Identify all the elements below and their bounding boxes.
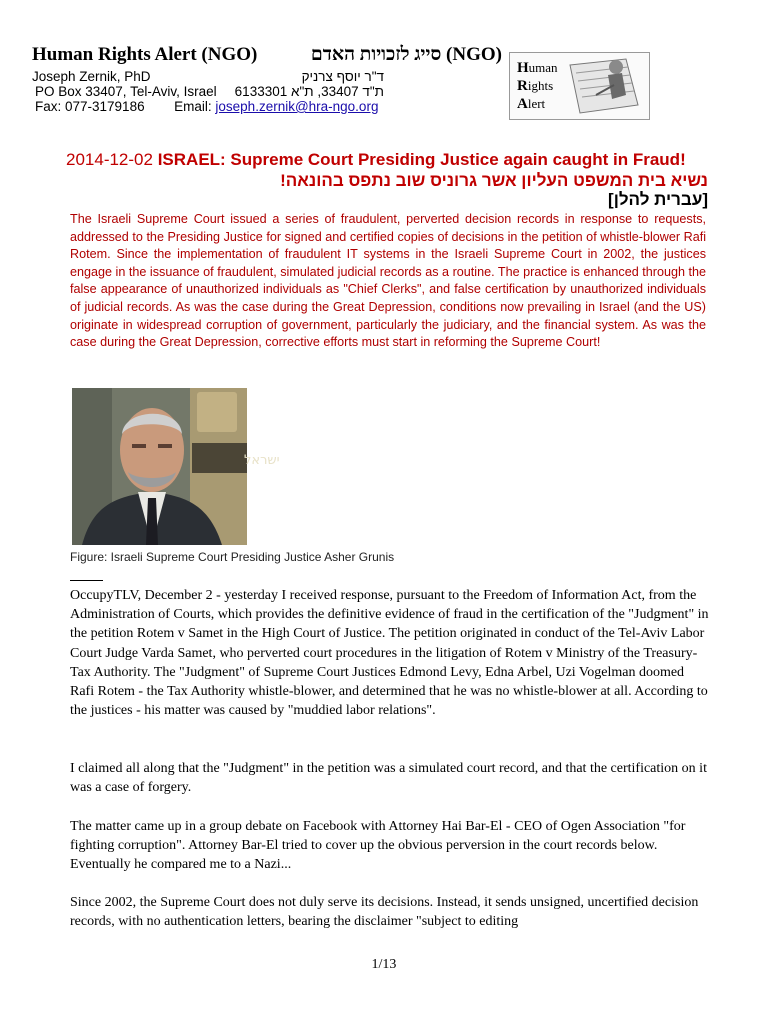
background-sign-text: ישראל: [244, 453, 280, 468]
contact-name-hebrew: ד"ר יוסף צרניק: [301, 69, 384, 84]
contact-address-row: [32, 84, 384, 99]
headline-date: 2014-12-02: [66, 150, 153, 169]
portrait-photo: [72, 388, 280, 545]
org-logo: [509, 52, 650, 120]
headline-hebrew: נשיא בית המשפט העליון אשר גרוניס שוב נתפס בהונאה!: [280, 171, 708, 190]
contact-name-row: [32, 69, 384, 84]
figure-caption: Figure: Israeli Supreme Court Presiding Justice Asher Grunis: [70, 550, 395, 564]
contact-name-english: Joseph Zernik, PhD: [32, 69, 151, 84]
body-paragraph-4: Since 2002, the Supreme Court does not duly serve its decisions. Instead, it sends unsigned, uncertified decision records, with no authentication letters, bearing the disclaimer "subject to editing: [70, 895, 699, 930]
contact-address-english: PO Box 33407, Tel-Aviv, Israel: [35, 84, 217, 99]
org-title: [32, 44, 502, 66]
contact-fax-email-row: [32, 99, 384, 114]
body-paragraph-2: I claimed all along that the "Judgment" in the petition was a simulated court record, and that the certification on it was a case of forgery.: [70, 761, 707, 796]
body-paragraph-3: The matter came up in a group debate on Facebook with Attorney Hai Bar-El - CEO of Ogen Association "for fighting corruption". Attorney Bar-El tried to cover up the obvious perversion in the court records below. Eventually he compared me to a Nazi...: [70, 819, 686, 873]
contact-email-label: Email:: [174, 99, 212, 114]
org-title-english: Human Rights Alert (NGO): [32, 44, 258, 65]
logo-wordmark: Human Rights Alert: [517, 60, 558, 112]
contact-address-hebrew: ת"ד 33407, ת"א 6133301: [234, 84, 384, 99]
contact-email-link[interactable]: joseph.zernik@hra-ngo.org: [215, 99, 379, 114]
hebrew-below-note: [עברית להלן]: [608, 190, 708, 209]
page-number: 1/13: [371, 957, 397, 972]
section-divider: [70, 580, 103, 581]
scroll-drawing-icon: [556, 55, 646, 117]
headline-title: ISRAEL: Supreme Court Presiding Justice again caught in Fraud!: [157, 150, 686, 169]
intro-summary: The Israeli Supreme Court issued a series of fraudulent, perverted decision records in response to requests, addressed to the Presiding Justice for signed and certified copies of decisions in the petition of whistle-blower Rafi Rotem. Since the implementation of fraudulent IT systems in the Israeli Supreme Court in 2002, the justices engage in the issuance of fraudulent, simulated judicial records as a routine. The practice is enhanced through the false appearance of unauthorized individuals as "Chief Clerks", and false certification by unauthorized individuals of judicial records. As was the case during the Great Depression, conditions now prevailing in Israel (and the US) originate in widespread corruption of government, particularly the judiciary, and the financial system. As was the case during the Great Depression, corrective efforts must start in reforming the Supreme Court!: [70, 212, 706, 350]
body-paragraph-1: OccupyTLV, December 2 - yesterday I received response, pursuant to the Freedom of Information Act, from the Administration of Courts, which provides the definitive evidence of fraud in the certification of the "Judgment" in the petition Rotem v Samet in the High Court of Justice. The petition originated in conduct of the Tel-Aviv Labor Court Judge Varda Samet, who perverted court procedures in the litigation of Rotem v Ministry of the Treasury-Tax Authority. The "Judgment" of Supreme Court Justices Edmond Levy, Edna Arbel, Uzi Vogelman doomed Rafi Rotem - the Tax Authority whistle-blower, and determined that he was no whistle-blower at all. According to the justices - his matter was caused by "muddied labor relations".: [70, 588, 709, 719]
headline: [66, 150, 686, 170]
contact-fax: Fax: 077-3179186: [35, 99, 145, 114]
org-title-hebrew: (NGO) סייג לזכויות האדם: [310, 44, 502, 65]
